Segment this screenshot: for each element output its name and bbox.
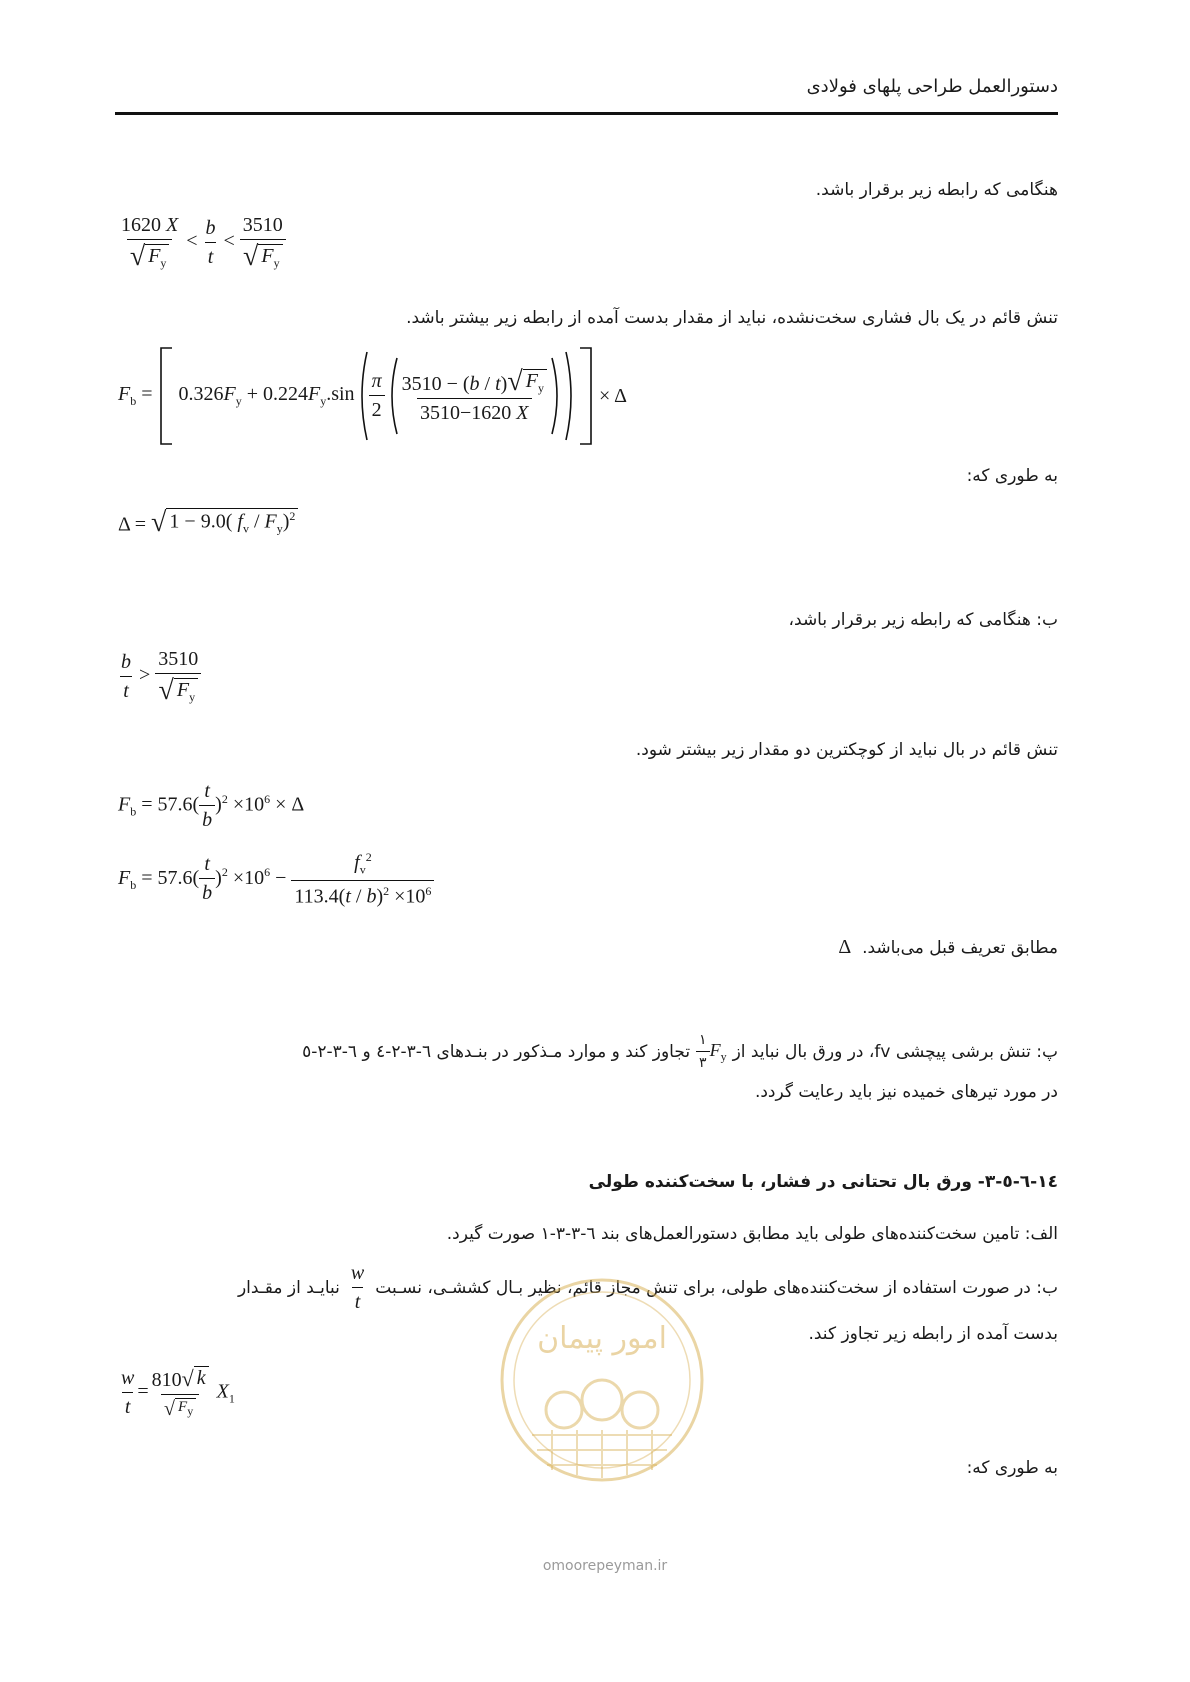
bracket-right (578, 346, 594, 446)
equation-range-b-t: 1620 X √ $F_y$ < $\frac{b}{t}$ < 3510 √ $F_y$ (118, 214, 286, 271)
paragraph-curved-girders: در مورد تیرهای خمیده نیز باید رعایت گردد. (754, 1082, 1058, 1102)
torsional-shear-text-a: پ: تنش برشی پیچشی fv، در ورق بال نباید از (732, 1042, 1058, 1062)
watermark-site: omoorepeyman.ir (542, 1558, 668, 1574)
inline-fraction-fy: $\frac{١}{٣}$ $F_y$ (696, 1032, 727, 1072)
paren-right (564, 350, 578, 442)
watermark-logo (492, 1270, 712, 1510)
paragraph-torsional-shear (302, 1032, 1058, 1072)
delta-defined-text: مطابق تعریف قبل می‌باشد. (862, 938, 1058, 958)
paren-left (355, 350, 369, 442)
paragraph-longitudinal-stiffeners: الف: تامین سخت‌کننده‌های طولی باید مطابق دستورالعمل‌های بند ٦-٣-٣-١ صورت گیرد. (446, 1224, 1058, 1244)
inline-fraction-w-t: $\frac{w}{t}$ (350, 1262, 365, 1313)
paragraph-delta-defined (838, 936, 1058, 959)
w-t-text-a: ب: در صورت استفاده از سخت‌کننده‌های طولی، برای تنش مجاز قائم، نظیر بـال کششـی، نسـبت (375, 1278, 1058, 1298)
svg-text:امور پیمان: امور پیمان (537, 1321, 667, 1356)
equation-fb-2: $F_b = 57.6$( $\frac{t}{b}$ )$^2 \times 10^6$ − $\frac{f_v^2}{113.4(t / b)^2 \times 10^6}$ (118, 850, 434, 908)
equation-b-t-greater: $\frac{b}{t}$ > 3510 √ $F_y$ (118, 648, 201, 705)
paragraph-not-exceed: بدست آمده از رابطه زیر تجاوز کند. (808, 1324, 1058, 1344)
paren-right-inner (550, 356, 564, 436)
header-divider (115, 112, 1058, 115)
bracket-left (158, 346, 174, 446)
torsional-shear-text-b: تجاوز کند و موارد مـذکور در بنـدهای ٦-٣-٢-٤ و ٦-٣-٢-٥ (302, 1042, 691, 1062)
w-t-text-b: نبایـد از مقـدار (237, 1278, 340, 1298)
paragraph-minimum-two: تنش قائم در بال نباید از کوچکترین دو مقدار زیر بیشتر شود. (635, 740, 1058, 760)
equation-w-t: $\frac{w}{t}$ = 810 √ k √ $F_y$ $X_1$ (121, 1366, 235, 1420)
equation-delta: Δ = √ 1 − 9.0( $f_v / F_y)^2$ (118, 508, 298, 537)
paragraph-condition-b: ب: هنگامی که رابطه زیر برقرار باشد، (788, 610, 1058, 630)
paragraph-unstiffened-flange: تنش قائم در یک بال فشاری سخت‌نشده، نباید از مقدار بدست آمده از رابطه زیر بیشتر باشد. (406, 308, 1058, 328)
delta-symbol: Δ (838, 936, 852, 958)
section-heading: ١٤-٦-٥-٣- ورق بال تحتانی در فشار، با سخت‌کننده طولی (588, 1172, 1058, 1192)
equation-fb-1: $F_b = 57.6$( $\frac{t}{b}$ )$^2 \times 10^6 \times \Delta$ (118, 780, 305, 831)
page-header-title: دستورالعمل طراحی پلهای فولادی (806, 76, 1058, 97)
paragraph-where: به طوری که: (966, 466, 1058, 486)
equation-fb-sin: $F_b$ = $0.326F_y + 0.224F_y.\sin$ $\frac{\pi}{2}$ 3510 − (b / t) √ $F_y$ 3510−1620 X × Δ (118, 346, 627, 446)
paren-left-inner (385, 356, 399, 436)
paragraph-where-2: به طوری که: (966, 1458, 1058, 1478)
paragraph-condition-a: هنگامی که رابطه زیر برقرار باشد. (815, 180, 1058, 200)
